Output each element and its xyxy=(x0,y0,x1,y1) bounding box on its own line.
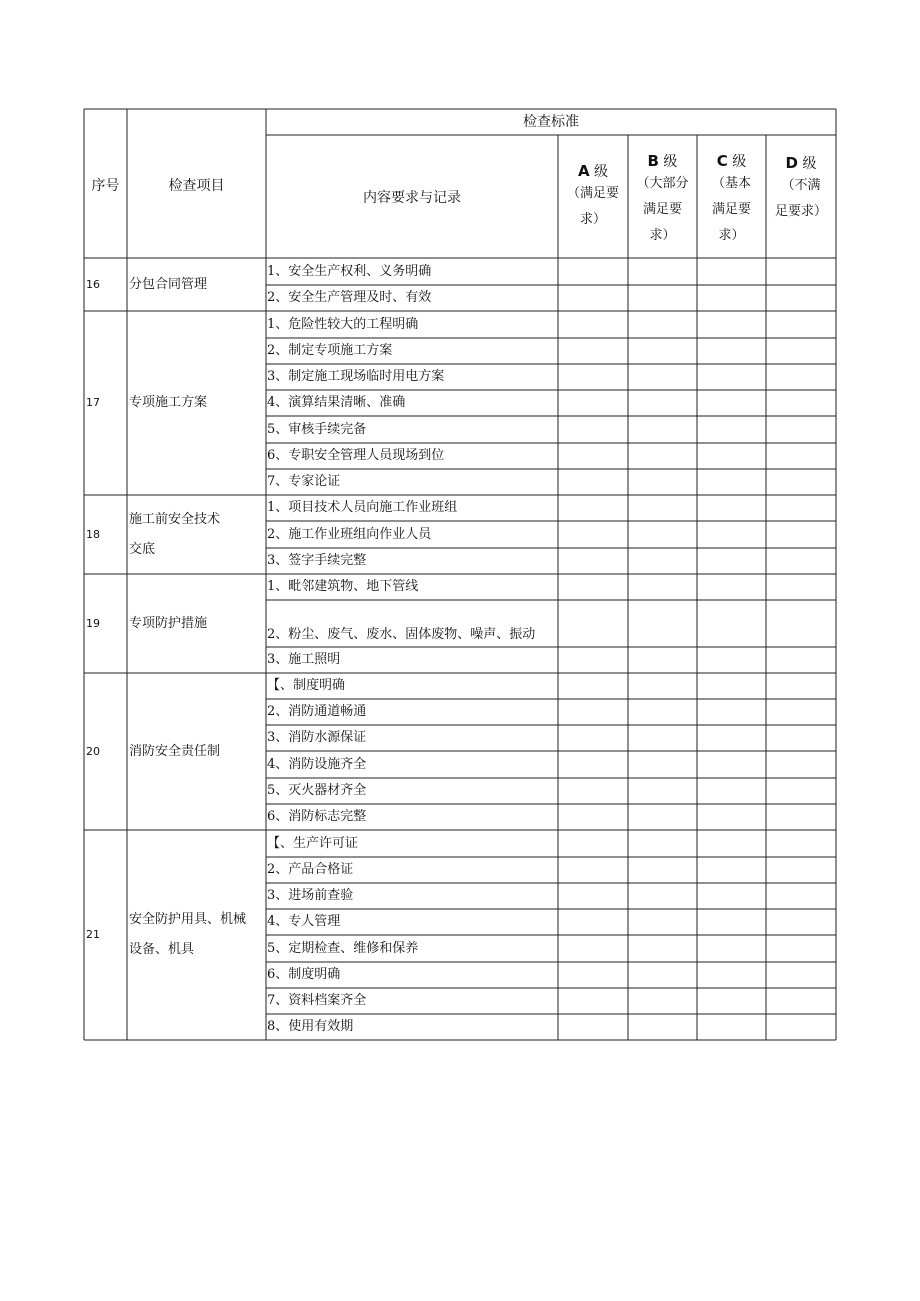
grade-header-c xyxy=(697,152,766,249)
grade-letter: B 级 xyxy=(647,152,678,170)
check-item: 3、施工照明 xyxy=(267,652,341,667)
group-title: 消防安全责任制 xyxy=(129,743,221,759)
check-item: 2、制定专项施工方案 xyxy=(267,343,393,358)
grade-description: 满足要 xyxy=(711,202,751,217)
check-item: 4、专人管理 xyxy=(267,914,341,929)
grade-description: 足要求） xyxy=(774,204,827,219)
header-seq: 序号 xyxy=(91,178,120,194)
group-title: 专项防护措施 xyxy=(129,615,208,631)
grade-description: （不满 xyxy=(781,178,821,193)
check-item: 1、危险性较大的工程明确 xyxy=(267,316,419,332)
check-item: 7、资料档案齐全 xyxy=(267,993,367,1008)
check-item: 3、签字手续完整 xyxy=(267,553,367,568)
group-number: 21 xyxy=(86,928,100,941)
check-item: 2、产品合格证 xyxy=(267,862,354,877)
grade-letter: C 级 xyxy=(716,152,747,170)
check-item: 8、使用有效期 xyxy=(267,1019,354,1034)
group-title: 分包合同管理 xyxy=(129,276,208,292)
grade-letter: A 级 xyxy=(577,162,609,180)
grade-header-d xyxy=(766,154,836,225)
check-item: 【、制度明确 xyxy=(267,678,346,693)
grade-description: 满足要 xyxy=(642,202,682,217)
check-item: 7、专家论证 xyxy=(267,474,341,489)
grade-description: （满足要 xyxy=(566,186,619,201)
group-number: 16 xyxy=(86,277,100,291)
group-title: 专项施工方案 xyxy=(129,395,208,410)
grade-header-b xyxy=(628,152,697,249)
check-item: 2、安全生产管理及时、有效 xyxy=(267,290,432,305)
check-item: 6、消防标志完整 xyxy=(267,809,367,824)
grade-letter: D 级 xyxy=(785,154,817,172)
check-item: 3、消防水源保证 xyxy=(267,730,367,745)
grade-description: 求） xyxy=(579,212,606,227)
grade-description: 求） xyxy=(649,228,676,243)
grade-description: （基本 xyxy=(711,176,751,191)
group-number: 20 xyxy=(86,744,100,758)
check-item: 5、审核手续完备 xyxy=(267,421,367,437)
group-number: 18 xyxy=(86,527,100,541)
header-standard: 检查标准 xyxy=(523,114,579,130)
group-number: 19 xyxy=(86,616,100,630)
check-item: 2、粉尘、废气、废水、固体废物、噪声、振动 xyxy=(267,627,536,642)
check-item: 5、定期检查、维修和保养 xyxy=(267,940,419,956)
grade-description: 求） xyxy=(718,228,745,243)
check-item: 3、进场前查验 xyxy=(267,888,354,903)
group-title: 安全防护用具、机械 xyxy=(129,912,247,927)
grade-header-a xyxy=(558,162,628,233)
check-item: 4、消防设施齐全 xyxy=(267,756,367,772)
group-title: 施工前安全技术 xyxy=(129,511,221,527)
check-item: 5、灭火器材齐全 xyxy=(267,783,367,798)
header-item: 检查项目 xyxy=(168,178,225,194)
group-title: 设备、机具 xyxy=(129,942,195,957)
group-number: 17 xyxy=(86,396,100,409)
check-item: 1、安全生产权利、义务明确 xyxy=(267,263,432,279)
check-item: 4、演算结果清晰、准确 xyxy=(267,395,406,410)
header-content: 内容要求与记录 xyxy=(363,190,461,206)
check-item: 2、施工作业班组向作业人员 xyxy=(267,526,432,542)
grade-description: （大部分 xyxy=(636,176,689,191)
check-item: 2、消防通道畅通 xyxy=(267,704,367,719)
check-item: 1、项目技术人员向施工作业班组 xyxy=(267,500,458,515)
check-item: 3、制定施工现场临时用电方案 xyxy=(267,369,445,384)
check-item: 1、毗邻建筑物、地下管线 xyxy=(267,579,419,594)
check-item: 6、专职安全管理人员现场到位 xyxy=(267,448,445,463)
group-title: 交底 xyxy=(129,541,156,557)
check-item: 【、生产许可证 xyxy=(267,835,359,851)
check-item: 6、制度明确 xyxy=(267,967,341,982)
